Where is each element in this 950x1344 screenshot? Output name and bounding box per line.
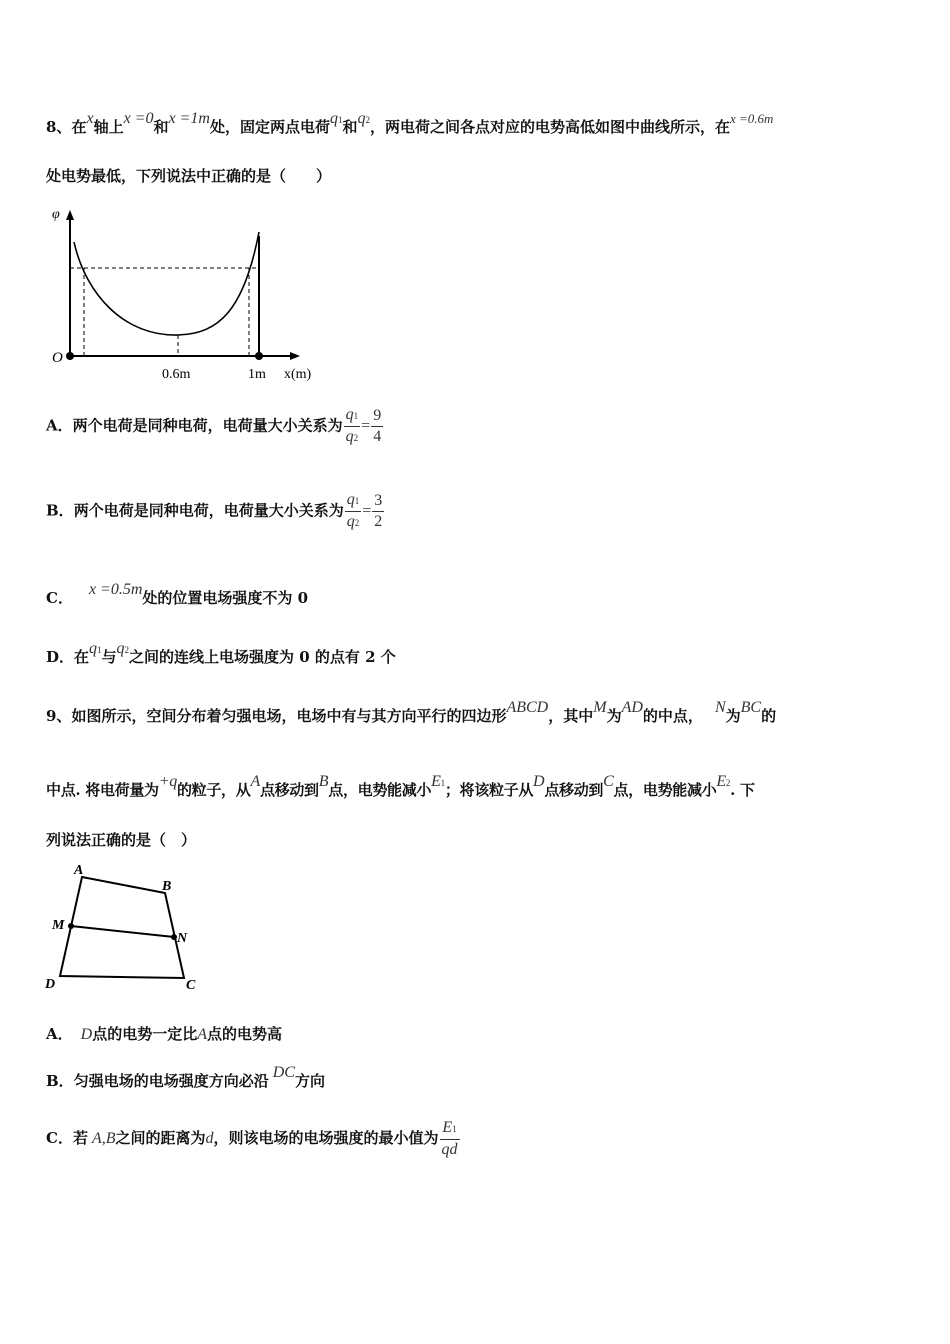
- label-c: C: [186, 978, 196, 993]
- math-d: D: [533, 773, 545, 790]
- option-label: B．: [46, 1072, 74, 1090]
- e1-subscript: 1: [440, 778, 445, 788]
- math-dc: DC: [272, 1064, 295, 1081]
- label-m: M: [52, 918, 65, 933]
- q8-option-d: [46, 640, 396, 667]
- q9-option-a: [46, 1023, 282, 1044]
- q2-point: [255, 352, 263, 360]
- q8-option-b: [46, 490, 385, 533]
- q9-stem-line2: [46, 773, 755, 800]
- q9-text: 为: [606, 707, 622, 725]
- q8-text: 和: [342, 118, 358, 136]
- frac-num-sub: 1: [354, 496, 360, 506]
- frac-num: q: [346, 491, 355, 508]
- option-text: 两个电荷是同种电荷，电荷量大小关系为: [72, 416, 343, 435]
- option-text: 之间的距离为: [115, 1129, 206, 1147]
- math-a: A: [250, 773, 260, 790]
- q8-text: 在: [71, 118, 87, 136]
- q8-option-a: [46, 405, 384, 448]
- equals: =: [362, 502, 372, 520]
- y-axis-label: φ: [52, 207, 60, 222]
- fraction-e1-qd: [440, 1118, 460, 1160]
- q9-text: 如图所示，空间分布着匀强电场，电场中有与其方向平行的四边形: [71, 707, 507, 725]
- e2-subscript: 2: [725, 778, 731, 788]
- q8-text: 处，固定两点电荷: [209, 118, 330, 136]
- ratio-den: 2: [374, 513, 383, 530]
- label-d: D: [45, 977, 56, 992]
- x-axis-label: x(m): [284, 367, 312, 382]
- option-label: D．: [46, 648, 75, 666]
- tick-1m: 1m: [248, 367, 266, 382]
- math-d: d: [205, 1130, 214, 1147]
- math-e1: [431, 773, 445, 790]
- q1-letter: q: [329, 110, 338, 127]
- q9-text: 点，电势能减小: [613, 781, 717, 799]
- frac-den-sub: 2: [353, 433, 359, 443]
- frac-den: qd: [441, 1141, 458, 1158]
- q2-subscript: 2: [365, 115, 370, 125]
- q9-text: 点移动到: [259, 781, 319, 799]
- ratio-num: 3: [372, 491, 384, 512]
- label-n: N: [177, 931, 188, 946]
- option-label: A．: [46, 416, 73, 435]
- ratio-num: 9: [371, 406, 383, 427]
- q8-number: 8、: [46, 118, 72, 136]
- tick-06m: 0.6m: [162, 367, 191, 382]
- math-q1: [89, 640, 102, 657]
- q9-text: . 下: [730, 781, 755, 799]
- e1-letter: E: [431, 773, 441, 790]
- frac-den: q: [345, 428, 354, 445]
- potential-graph: [44, 200, 334, 385]
- option-text: 两个电荷是同种电荷，电荷量大小关系为: [73, 501, 344, 520]
- option-text: ，则该电场的电场强度的最小值为: [213, 1129, 439, 1147]
- math-ab: A,B: [91, 1130, 116, 1147]
- option-text: 处的位置电场强度不为 0: [142, 589, 309, 607]
- q9-text: 点移动到: [544, 781, 604, 799]
- quadrilateral-figure: [40, 858, 210, 998]
- math-x06: x =0.6m: [730, 111, 774, 126]
- q9-text: 中点. 将电荷量为: [46, 781, 159, 799]
- option-text: 点的电势高: [207, 1025, 283, 1043]
- math-a: A: [197, 1026, 207, 1043]
- math-q1: [330, 110, 343, 127]
- frac-num: E: [442, 1119, 453, 1136]
- option-label: A．: [46, 1025, 73, 1043]
- q2-letter: q: [116, 640, 125, 657]
- q9-text: 的粒子，从: [176, 781, 251, 799]
- ratio-den: 4: [373, 428, 382, 445]
- q8-stem-line1: [46, 110, 774, 137]
- math-x: x: [86, 110, 94, 127]
- q8-stem-line2: 处电势最低，下列说法中正确的是（ ）: [46, 167, 332, 185]
- option-text: 方向: [294, 1072, 325, 1090]
- math-q2: [117, 640, 130, 657]
- q9-number: 9、: [46, 707, 72, 725]
- q9-text: 的中点，: [642, 707, 703, 725]
- q1-letter: q: [89, 640, 98, 657]
- math-plus-q: +q: [158, 773, 177, 790]
- option-text: 点的电势一定比: [92, 1025, 198, 1043]
- frac-den-sub: 2: [354, 518, 360, 528]
- math-m: M: [593, 699, 607, 716]
- q8-option-c: [46, 581, 309, 608]
- math-c: C: [603, 773, 614, 790]
- frac-num-sub: 1: [452, 1124, 457, 1134]
- frac-num: q: [345, 406, 354, 423]
- math-abcd: ABCD: [506, 699, 549, 716]
- math-x05: x =0.5m: [88, 581, 143, 598]
- q9-text: ，其中: [548, 707, 594, 725]
- math-ad: AD: [621, 699, 643, 716]
- q1-subscript: 1: [97, 645, 102, 655]
- origin-label: O: [52, 350, 63, 366]
- label-b: B: [162, 879, 172, 894]
- option-label: C．: [46, 589, 73, 607]
- option-label: C．: [46, 1129, 73, 1147]
- q9-stem-line3: 列说法正确的是（ ）: [46, 831, 197, 849]
- q9-stem-line1: [46, 699, 777, 726]
- potential-curve: [74, 232, 259, 335]
- option-text: 匀强电场的电场强度方向必沿: [73, 1072, 269, 1090]
- x-axis-arrow: [290, 352, 300, 360]
- math-bc: BC: [740, 699, 762, 716]
- math-q2: [357, 110, 370, 127]
- math-x0: x =0: [123, 110, 154, 127]
- frac-num-sub: 1: [353, 411, 359, 421]
- q2-subscript: 2: [124, 645, 130, 655]
- q2-letter: q: [357, 110, 366, 127]
- q8-text: 轴上: [93, 118, 124, 136]
- option-text: 与: [101, 648, 117, 666]
- option-text: 在: [74, 648, 90, 666]
- q9-option-c: [46, 1118, 461, 1160]
- y-axis-arrow: [66, 210, 74, 220]
- q8-text: ，两电荷之间各点对应的电势高低如图中曲线所示，在: [369, 118, 730, 136]
- option-text: 之间的连线上电场强度为 0 的点有 2 个: [129, 648, 396, 666]
- q1-point: [66, 352, 74, 360]
- fraction-ratio: [372, 491, 384, 532]
- q9-text: 点，电势能减小: [328, 781, 432, 799]
- math-b: B: [318, 773, 329, 790]
- q1-subscript: 1: [337, 115, 343, 125]
- math-x1: x =1m: [168, 110, 210, 127]
- equals: =: [361, 417, 371, 435]
- segment-mn: [71, 926, 174, 937]
- fraction-q1-q2: [345, 490, 362, 533]
- label-a: A: [74, 863, 84, 878]
- option-label: B．: [46, 501, 74, 520]
- point-m: [68, 923, 74, 929]
- q8-text: 和: [153, 118, 169, 136]
- q9-text: 的: [761, 707, 777, 725]
- math-n: N: [714, 699, 726, 716]
- e2-letter: E: [716, 773, 726, 790]
- q9-option-b: [46, 1064, 325, 1091]
- frac-den: q: [346, 513, 355, 530]
- fraction-q1-q2: [344, 405, 361, 448]
- option-text: 若: [72, 1129, 88, 1147]
- fraction-ratio: [371, 406, 383, 447]
- math-e2: [716, 773, 730, 790]
- q9-text: ；将该粒子从: [444, 781, 534, 799]
- math-d: D: [80, 1026, 93, 1043]
- q9-text: 为: [725, 707, 741, 725]
